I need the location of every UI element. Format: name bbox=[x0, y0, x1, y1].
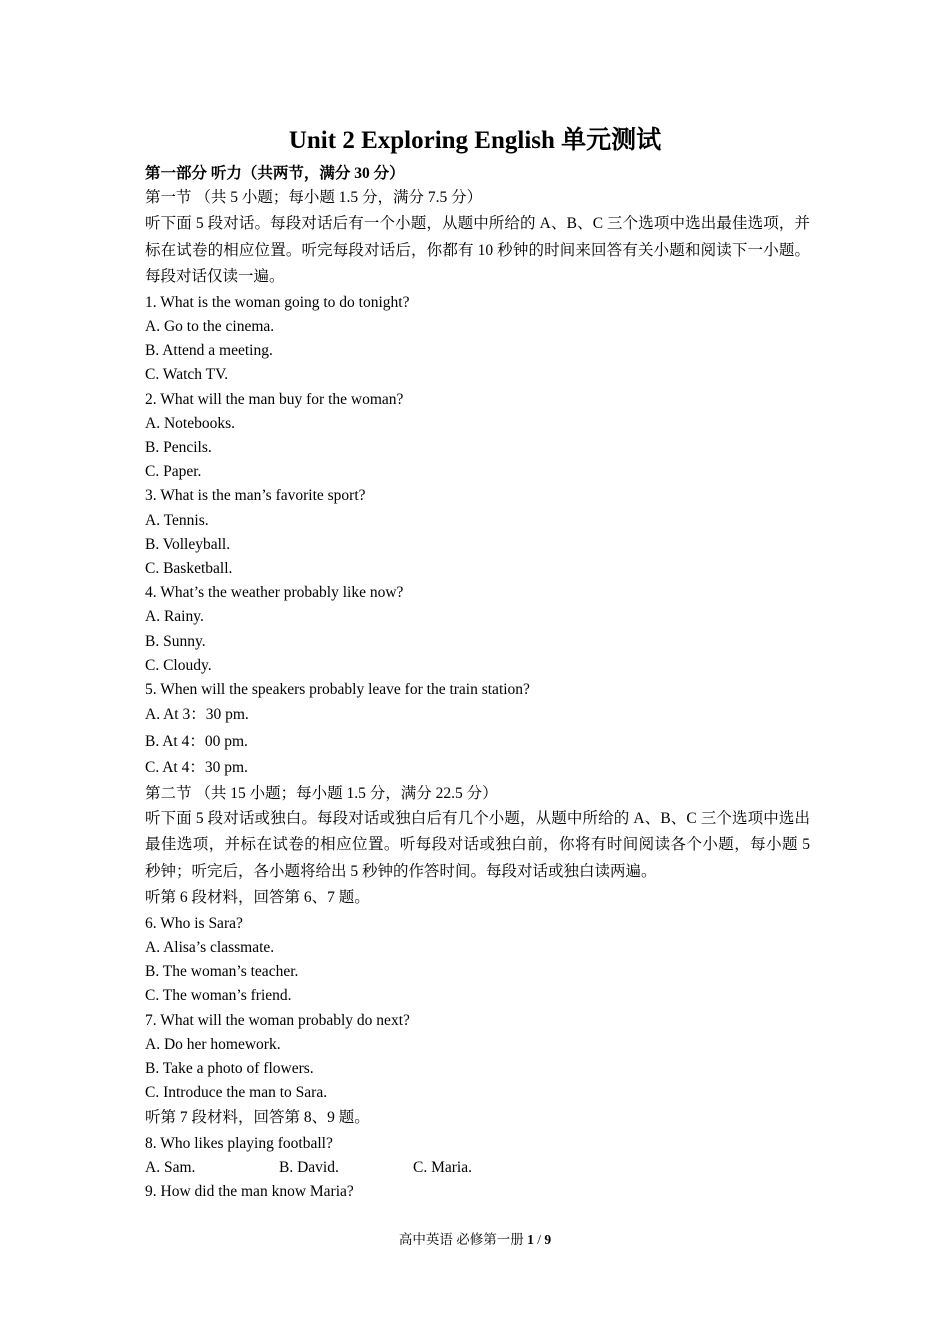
question-1-option-a: A. Go to the cinema. bbox=[145, 318, 275, 336]
question-2-option-b: B. Pencils. bbox=[145, 439, 212, 456]
page-title: Unit 2 Exploring English 单元测试 bbox=[288, 127, 662, 154]
page-separator: / bbox=[533, 1232, 545, 1247]
question-5-option-c: C. At 4：30 pm. bbox=[145, 759, 248, 777]
footer-label: 高中英语 必修第一册 bbox=[398, 1232, 528, 1247]
question-6: 6. Who is Sara? bbox=[145, 914, 243, 932]
question-7-option-c: C. Introduce the man to Sara. bbox=[145, 1084, 328, 1102]
question-6-option-b: B. The woman’s teacher. bbox=[145, 963, 299, 981]
question-2: 2. What will the man buy for the woman? bbox=[145, 390, 404, 408]
question-4-option-b: B. Sunny. bbox=[145, 632, 206, 650]
page-number: 1 bbox=[527, 1232, 534, 1247]
part1-heading: 第一部分 听力（共两节，满分 30 分） bbox=[145, 165, 405, 182]
page-footer bbox=[0, 1230, 950, 1250]
question-1: 1. What is the woman going to do tonight? bbox=[145, 293, 410, 311]
question-8-option-a: A. Sam. bbox=[145, 1158, 196, 1176]
question-3-option-c: C. Basketball. bbox=[145, 559, 233, 577]
section1-heading: 第一节 （共 5 小题；每小题 1.5 分，满分 7.5 分） bbox=[145, 189, 483, 207]
section2-instructions: 听下面 5 段对话或独白。每段对话或独白后有几个小题，从题中所给的 A、B、C 三个选项中选出最佳选项，并标在试卷的相应位置。听每段对话或独白前，你将有时间阅读各个小题，每小题 5 秒钟；听完后，各小题将给出 5 秒钟的作答时间。每段对话或独白读两遍。 bbox=[145, 809, 810, 880]
question-8: 8. Who likes playing football? bbox=[145, 1134, 333, 1152]
material-7-heading: 听第 7 段材料，回答第 8、9 题。 bbox=[145, 1109, 370, 1127]
exam-content bbox=[145, 162, 810, 1204]
page-total: 9 bbox=[544, 1232, 552, 1247]
section1-instructions: 听下面 5 段对话。每段对话后有一个小题，从题中所给的 A、B、C 三个选项中选出最佳选项，并标在试卷的相应位置。听完每段对话后，你都有 10 秒钟的时间来回答有关小题和阅读下一小题。每段对话仅读一遍。 bbox=[145, 215, 810, 286]
question-9: 9. How did the man know Maria? bbox=[145, 1183, 354, 1201]
section2-heading: 第二节 （共 15 小题；每小题 1.5 分，满分 22.5 分） bbox=[145, 784, 498, 802]
question-1-option-b: B. Attend a meeting. bbox=[145, 342, 273, 360]
question-7-option-b: B. Take a photo of flowers. bbox=[145, 1059, 314, 1077]
material-6-heading: 听第 6 段材料，回答第 6、7 题。 bbox=[145, 889, 370, 907]
question-4: 4. What’s the weather probably like now? bbox=[145, 584, 404, 602]
question-3-option-b: B. Volleyball. bbox=[145, 535, 231, 553]
question-2-option-a: A. Notebooks. bbox=[145, 414, 235, 432]
question-6-option-c: C. The woman’s friend. bbox=[145, 987, 292, 1005]
question-3: 3. What is the man’s favorite sport? bbox=[145, 487, 366, 505]
question-7-option-a: A. Do her homework. bbox=[145, 1035, 281, 1053]
question-5: 5. When will the speakers probably leave for the train station? bbox=[145, 680, 530, 698]
question-3-option-a: A. Tennis. bbox=[145, 511, 209, 529]
question-2-option-c: C. Paper. bbox=[145, 463, 202, 481]
question-4-option-a: A. Rainy. bbox=[145, 608, 204, 626]
question-7: 7. What will the woman probably do next? bbox=[145, 1011, 410, 1029]
question-5-option-b: B. At 4：00 pm. bbox=[145, 732, 248, 750]
question-8-options bbox=[145, 1156, 810, 1180]
question-4-option-c: C. Cloudy. bbox=[145, 656, 212, 674]
question-8-option-c: C. Maria. bbox=[413, 1158, 472, 1176]
question-5-option-a: A. At 3：30 pm. bbox=[145, 706, 249, 724]
question-8-option-b: B. David. bbox=[279, 1158, 339, 1176]
question-1-option-c: C. Watch TV. bbox=[145, 366, 229, 384]
question-6-option-a: A. Alisa’s classmate. bbox=[145, 938, 275, 956]
